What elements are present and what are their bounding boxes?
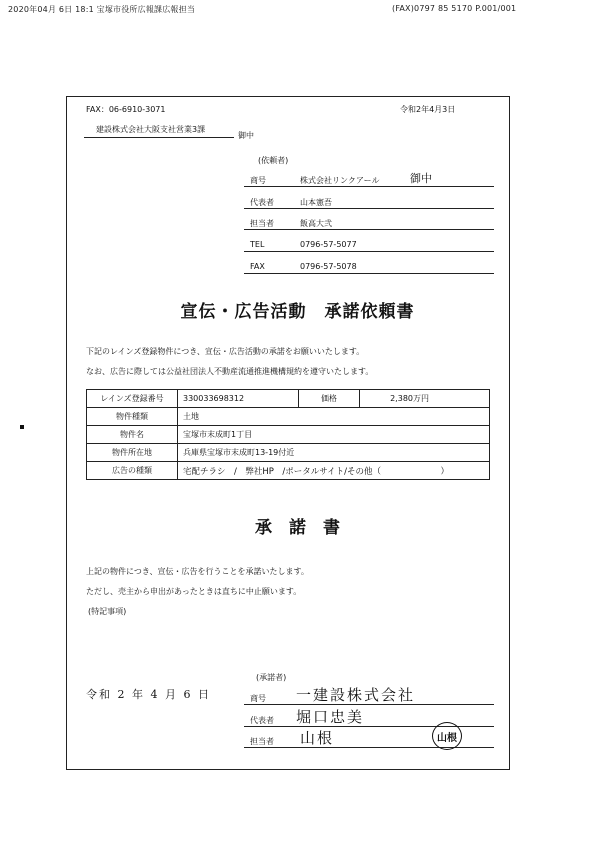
consenter-contact: 山根 [300, 729, 335, 747]
consent-date: 令和 2 年 4 月 6 日 [86, 688, 211, 701]
table-label-name: 物件名 [87, 426, 178, 444]
requester-company-note: 御中 [410, 172, 432, 185]
requester-label-company: 商号 [250, 176, 266, 185]
consenter-rep: 堀口忠美 [296, 708, 365, 726]
table-value-reins: 330033698312 [178, 390, 299, 408]
table-row [87, 444, 490, 462]
table-row [87, 390, 490, 408]
intro-line-2: なお、広告に際しては公益社団法人不動産流通推進機構規約を遵守いたします。 [86, 367, 374, 376]
consent-line-2: ただし、売主から申出があったときは直ちに中止願います。 [86, 587, 302, 596]
table-value-price: 2,380万円 [360, 390, 490, 408]
requester-line-4 [244, 251, 494, 252]
requester-label-contact: 担当者 [250, 219, 274, 228]
requester-line-5 [244, 273, 494, 274]
requester-fax: 0796-57-5078 [300, 262, 357, 271]
requester-contact: 飯高大弐 [300, 219, 332, 228]
consenter-label-contact: 担当者 [250, 737, 274, 746]
property-table [86, 389, 490, 480]
requester-company: 株式会社リンクアール [300, 176, 380, 185]
addressee-honorific: 御中 [238, 131, 254, 140]
consenter-label-company: 商号 [250, 694, 266, 703]
addressee: 建設株式会社大阪支社営業3課 [96, 125, 206, 134]
table-value-name: 宝塚市末成町1丁目 [178, 426, 490, 444]
requester-label-fax: FAX [250, 262, 265, 271]
table-row [87, 426, 490, 444]
fax-number: FAX：06-6910-3071 [86, 105, 166, 114]
intro-line-1: 下記のレインズ登録物件につき、宣伝・広告活動の承諾をお願いいたします。 [86, 347, 365, 356]
requester-line-1 [244, 186, 494, 187]
special-notes: (特記事項) [88, 607, 127, 616]
consenter-heading: (承諾者) [256, 673, 287, 682]
personal-seal-stamp: 山根 [432, 722, 462, 750]
requester-heading: (依頼者) [258, 156, 289, 165]
consenter-label-rep: 代表者 [250, 716, 274, 725]
consent-line-1: 上記の物件につき、宣伝・広告を行うことを承諾いたします。 [86, 567, 309, 576]
requester-label-tel: TEL [250, 240, 265, 249]
scan-mark [20, 425, 24, 429]
fax-header-left: 2020年04月 6日 18:1 宝塚市役所広報課広報担当 [8, 5, 196, 14]
table-label-ad-type: 広告の種類 [87, 462, 178, 480]
table-value-ad-type: 宅配チラシ / 弊社HP /ポータルサイト/その他（ ） [178, 462, 490, 480]
table-row [87, 408, 490, 426]
requester-line-3 [244, 229, 494, 230]
table-value-address: 兵庫県宝塚市末成町13-19付近 [178, 444, 490, 462]
requester-line-2 [244, 208, 494, 209]
consenter-line-3 [244, 747, 494, 748]
table-label-type: 物件種類 [87, 408, 178, 426]
addressee-underline [84, 137, 234, 138]
document-date: 令和2年4月3日 [400, 105, 456, 114]
consenter-company: 一建設株式会社 [296, 686, 416, 704]
consenter-line-1 [244, 704, 494, 705]
requester-tel: 0796-57-5077 [300, 240, 357, 249]
table-label-price: 価格 [299, 390, 360, 408]
consent-title: 承 諾 書 [255, 518, 340, 538]
table-value-type: 土地 [178, 408, 490, 426]
table-row [87, 462, 490, 480]
table-label-address: 物件所在地 [87, 444, 178, 462]
table-label-reins: レインズ登録番号 [87, 390, 178, 408]
document-title: 宣伝・広告活動 承諾依頼書 [180, 302, 415, 322]
requester-rep: 山本憲吾 [300, 198, 332, 207]
requester-label-rep: 代表者 [250, 198, 274, 207]
fax-header-right: (FAX)0797 85 5170 P.001/001 [392, 4, 517, 13]
